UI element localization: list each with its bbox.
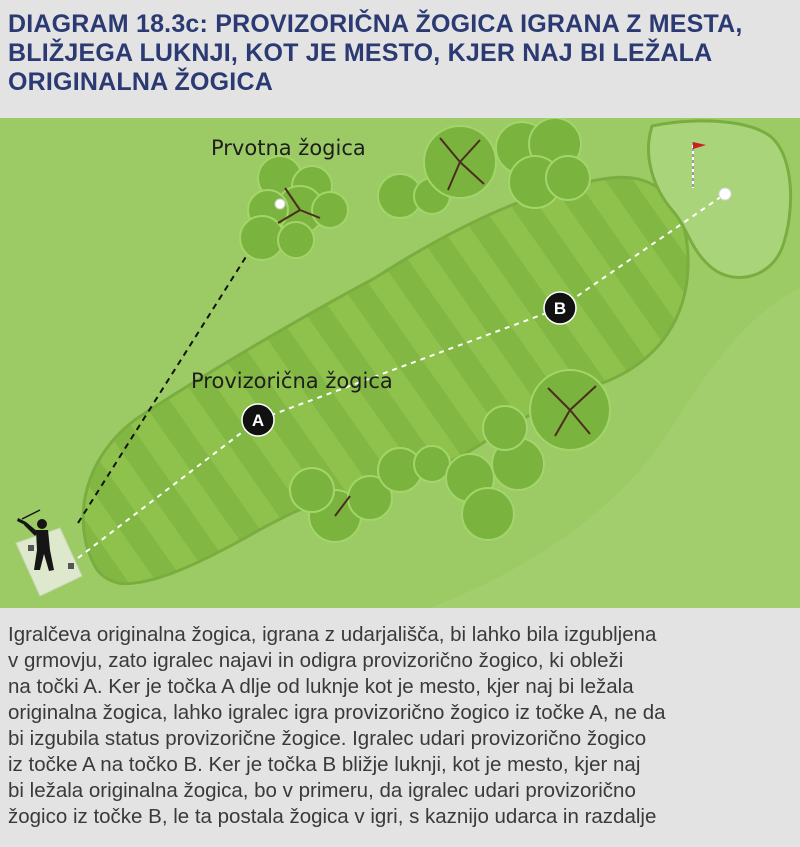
marker-a-label: A [251,411,265,430]
provisional-ball-label: Provizorična žogica [191,369,393,393]
marker-a [242,404,274,436]
ball-at-hole [719,188,731,200]
hole-diagram-svg [0,118,800,608]
caption-text: Igralčeva originalna žogica, igrana z udarjališča, bi lahko bila izgubljena v grmovju, zato igralec najavi in odigra provizorično žogico, ki obleži na točki A. Ker je točka A dlje od luknje kot je mesto, kjer naj bi ležala originalna žogica, lahko igralec igra provizorično žogico iz točke A, ne da bi izgubila status provizorične žogice. Igralec udari provizorično žogico iz točke A na točko B. Ker je točka B bližje luknji, kot je mesto, kjer naj bi ležala originalna žogica, bo v primeru, da igralec udari provizorično žogico iz točke B, le ta postala žogica v igri, s kaznijo udarca in razdalje [8,623,666,828]
original-ball [275,199,285,209]
caption [0,608,800,847]
marker-b-label: B [553,299,567,318]
original-ball-label: Prvotna žogica [211,136,366,160]
header [0,0,800,118]
hole-diagram [0,118,800,608]
diagram-title: DIAGRAM 18.3c: PROVIZORIČNA ŽOGICA IGRANA Z MESTA, BLIŽJEGA LUKNJI, KOT JE MESTO, KJER NAJ BI LEŽALA ORIGINALNA ŽOGICA [8,10,743,96]
marker-b [544,292,576,324]
